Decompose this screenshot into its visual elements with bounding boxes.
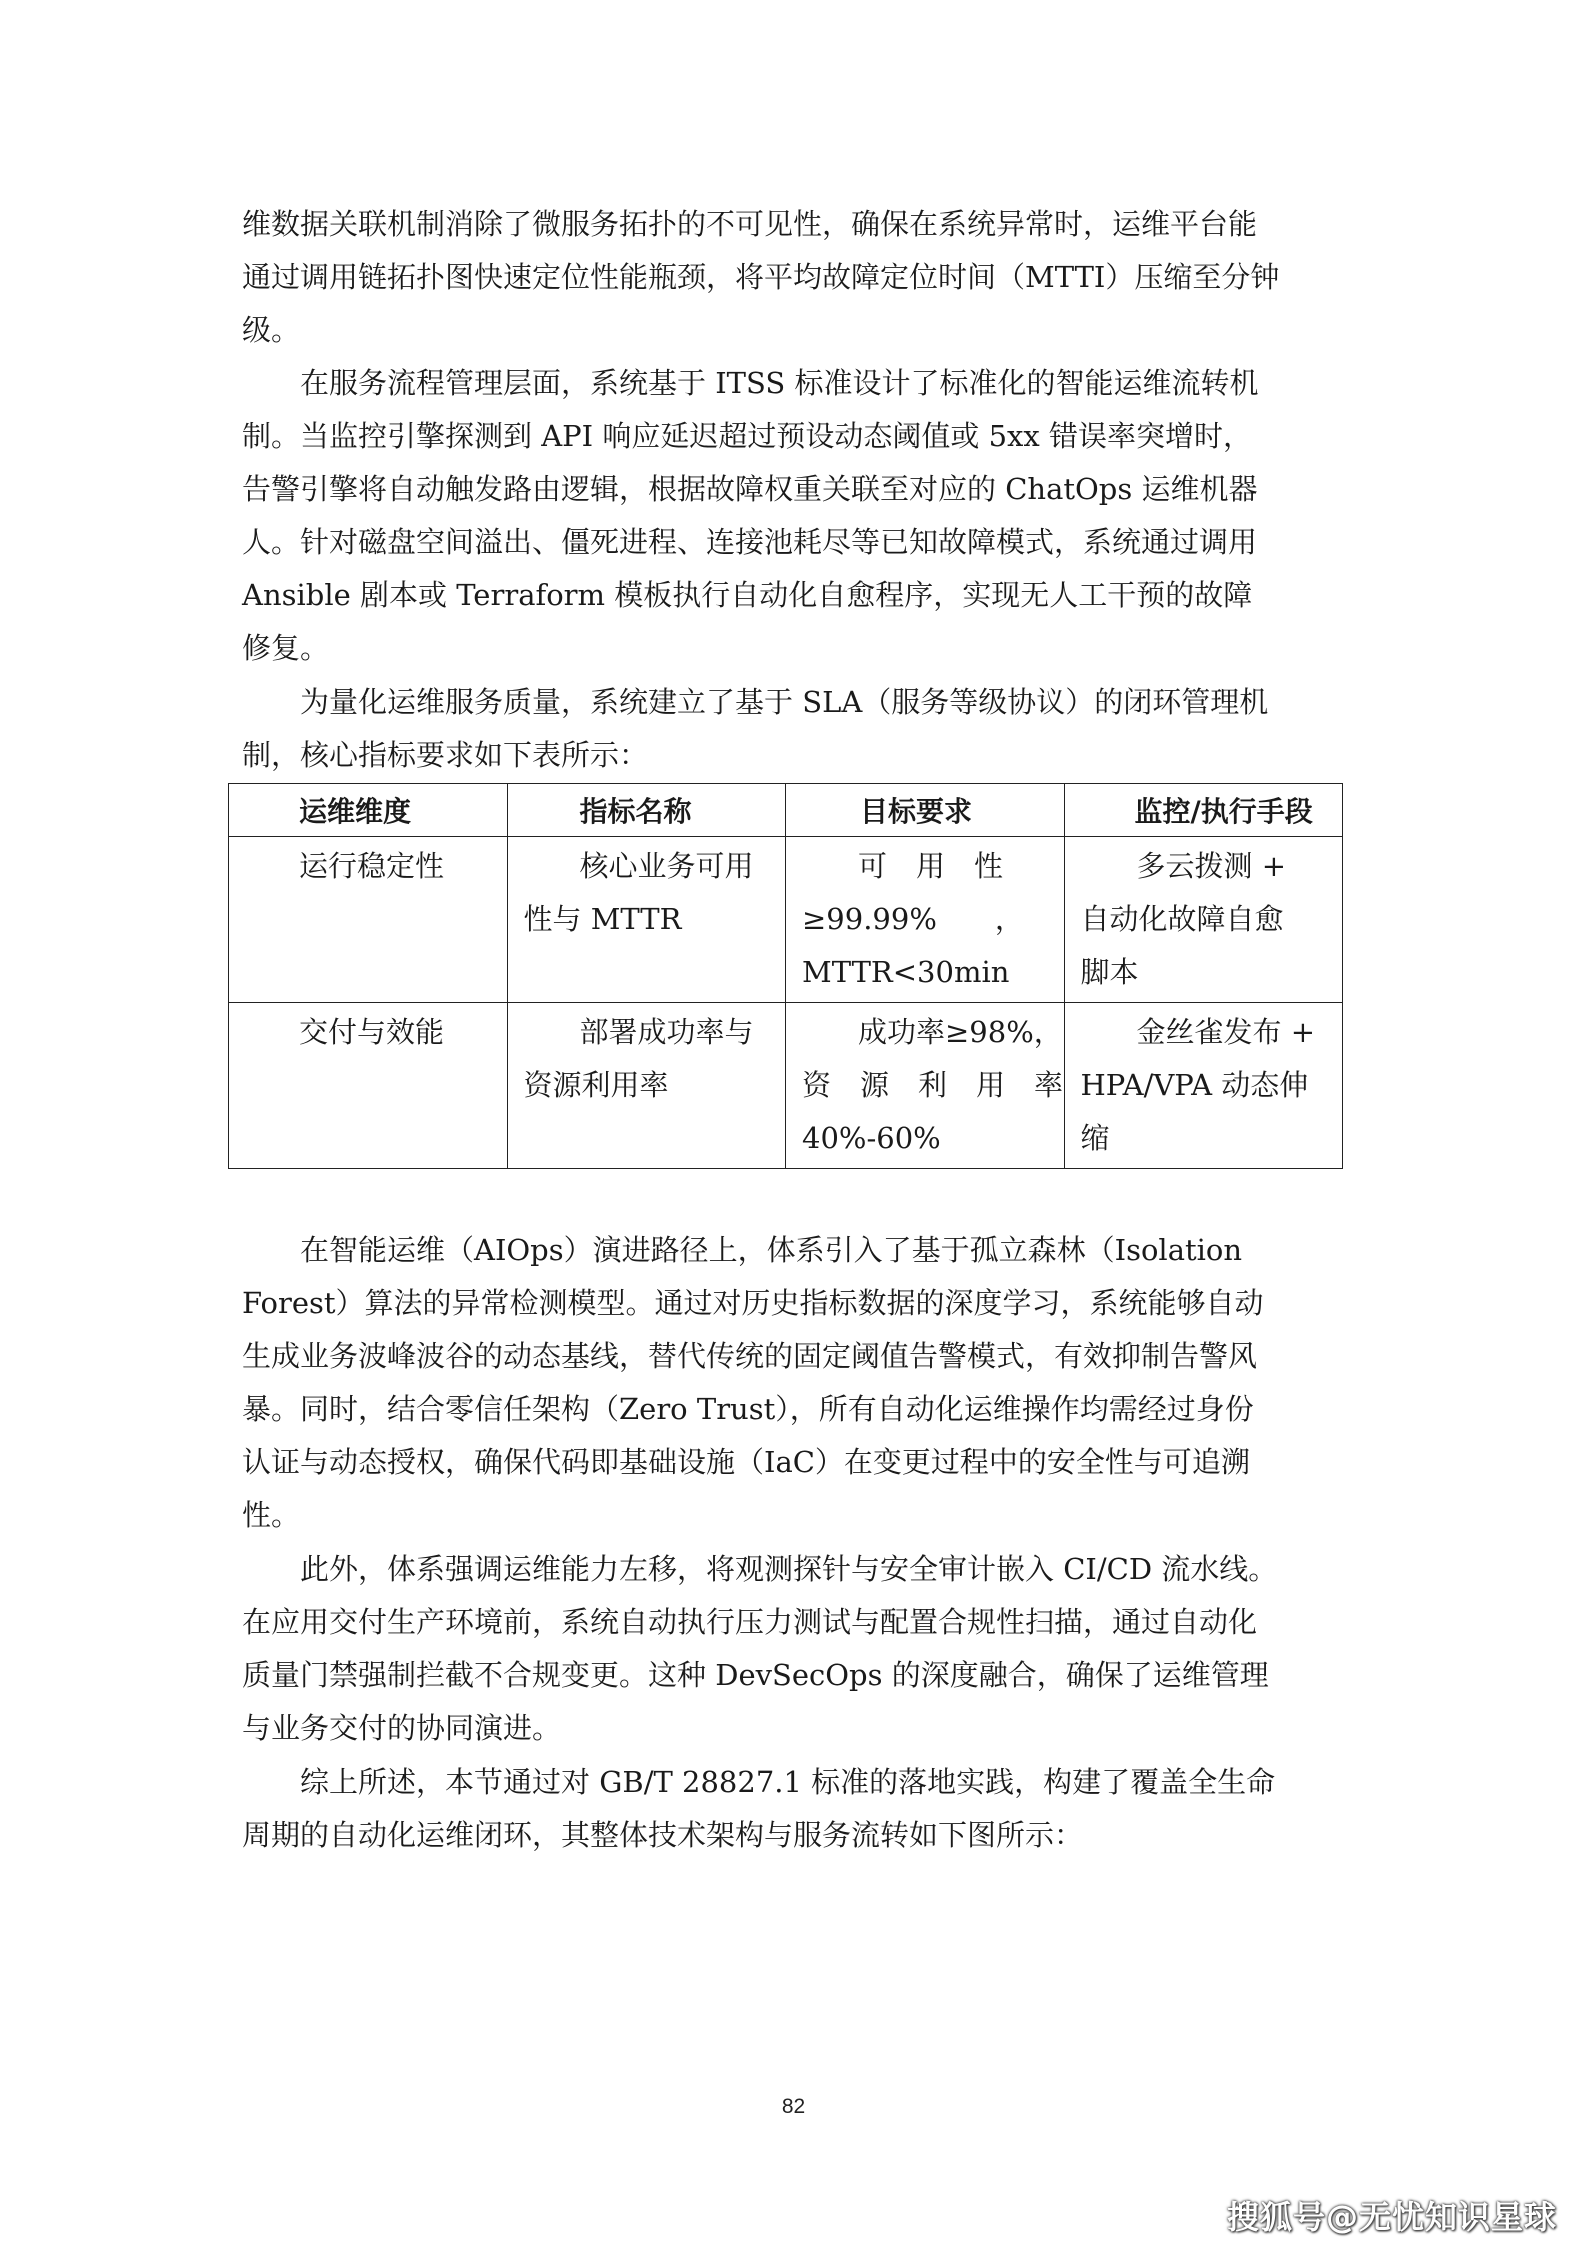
text-line: Ansible 剧本或 Terraform 模板执行自动化自愈程序，实现无人工干预的故障 xyxy=(242,578,1253,612)
cell-means xyxy=(1064,1003,1343,1169)
cell-line: ≥99.99% ， xyxy=(802,902,1024,936)
text-line: 修复。 xyxy=(242,631,330,665)
text-line: 制，核心指标要求如下表所示： xyxy=(242,738,649,772)
cell-line: 资源利用率 xyxy=(523,1068,669,1102)
cell-means xyxy=(1064,837,1343,1003)
paragraph-devsecops xyxy=(242,1543,1357,1755)
text-line: 质量门禁强制拦截不合规变更。这种 DevSecOps 的深度融合，确保了运维管理 xyxy=(242,1658,1269,1692)
cell-line: 40%-60% xyxy=(802,1121,941,1155)
table-row xyxy=(229,837,1343,1003)
text-line: 在智能运维（AIOps）演进路径上，体系引入了基于孤立森林（Isolation xyxy=(300,1233,1243,1267)
cell-target xyxy=(786,837,1065,1003)
paragraph-topology xyxy=(242,198,1357,357)
cell-metric xyxy=(507,837,786,1003)
cell-line: MTTR<30min xyxy=(802,955,1010,989)
cell-target xyxy=(786,1003,1065,1169)
paragraph-aiops xyxy=(242,1224,1357,1542)
paragraph-service-flow xyxy=(242,357,1357,675)
text-line: 维数据关联机制消除了微服务拓扑的不可见性，确保在系统异常时，运维平台能 xyxy=(242,207,1258,241)
text-line: 性。 xyxy=(242,1498,301,1532)
text-line: 暴。同时，结合零信任架构（Zero Trust），所有自动化运维操作均需经过身份 xyxy=(242,1392,1254,1426)
header-means: 监控/执行手段 xyxy=(1064,784,1343,837)
header-target: 目标要求 xyxy=(786,784,1065,837)
text-line: 在服务流程管理层面，系统基于 ITSS 标准设计了标准化的智能运维流转机 xyxy=(300,366,1259,400)
cell-line: 自动化故障自愈 xyxy=(1080,902,1284,936)
paragraph-sla-intro xyxy=(242,676,1357,782)
cell-dimension xyxy=(229,1003,508,1169)
text-line: Forest）算法的异常检测模型。通过对历史指标数据的深度学习，系统能够自动 xyxy=(242,1286,1264,1320)
text-line: 级。 xyxy=(242,313,301,347)
sla-table xyxy=(228,783,1343,1169)
cell-line: 金丝雀发布 + xyxy=(1136,1015,1316,1049)
table-row xyxy=(229,1003,1343,1169)
header-dimension: 运维维度 xyxy=(229,784,508,837)
text-line: 在应用交付生产环境前，系统自动执行压力测试与配置合规性扫描，通过自动化 xyxy=(242,1605,1258,1639)
cell-line: 缩 xyxy=(1080,1121,1110,1155)
cell-line: 性与 MTTR xyxy=(523,902,682,936)
text-line: 认证与动态授权，确保代码即基础设施（IaC）在变更过程中的安全性与可追溯 xyxy=(242,1445,1250,1479)
text-line: 人。针对磁盘空间溢出、僵死进程、连接池耗尽等已知故障模式，系统通过调用 xyxy=(242,525,1258,559)
cell-line: 资 源 利 用 率 xyxy=(802,1068,1064,1102)
cell-line: 多云拨测 + xyxy=(1136,849,1287,883)
cell-line: 核心业务可用 xyxy=(579,849,754,883)
text-line: 通过调用链拓扑图快速定位性能瓶颈，将平均故障定位时间（MTTI）压缩至分钟 xyxy=(242,260,1280,294)
text-line: 周期的自动化运维闭环，其整体技术架构与服务流转如下图所示： xyxy=(242,1818,1084,1852)
text-line: 为量化运维服务质量，系统建立了基于 SLA（服务等级协议）的闭环管理机 xyxy=(300,685,1269,719)
paragraph-summary xyxy=(242,1756,1357,1862)
cell-dimension xyxy=(229,837,508,1003)
cell-line: HPA/VPA 动态伸 xyxy=(1080,1068,1309,1102)
cell-line: 成功率≥98%， xyxy=(858,1015,1063,1049)
text-line: 此外，体系强调运维能力左移，将观测探针与安全审计嵌入 CI/CD 流水线。 xyxy=(300,1552,1278,1586)
text-line: 与业务交付的协同演进。 xyxy=(242,1711,562,1745)
text-line: 生成业务波峰波谷的动态基线，替代传统的固定阈值告警模式，有效抑制告警风 xyxy=(242,1339,1258,1373)
cell-line: 交付与效能 xyxy=(299,1015,445,1049)
cell-metric xyxy=(507,1003,786,1169)
cell-line: 运行稳定性 xyxy=(299,849,445,883)
text-line: 综上所述，本节通过对 GB/T 28827.1 标准的落地实践，构建了覆盖全生命 xyxy=(300,1765,1276,1799)
watermark: 搜狐号@无忧知识星球 xyxy=(1226,2198,1557,2236)
cell-line: 脚本 xyxy=(1080,955,1139,989)
text-line: 告警引擎将自动触发路由逻辑，根据故障权重关联至对应的 ChatOps 运维机器 xyxy=(242,472,1258,506)
table-header-row xyxy=(229,784,1343,837)
cell-line: 部署成功率与 xyxy=(579,1015,754,1049)
text-line: 制。当监控引擎探测到 API 响应延迟超过预设动态阈值或 5xx 错误率突增时， xyxy=(242,419,1252,453)
page-number: 82 xyxy=(781,2095,806,2118)
header-metric: 指标名称 xyxy=(507,784,786,837)
cell-line: 可 用 性 xyxy=(858,849,1004,883)
